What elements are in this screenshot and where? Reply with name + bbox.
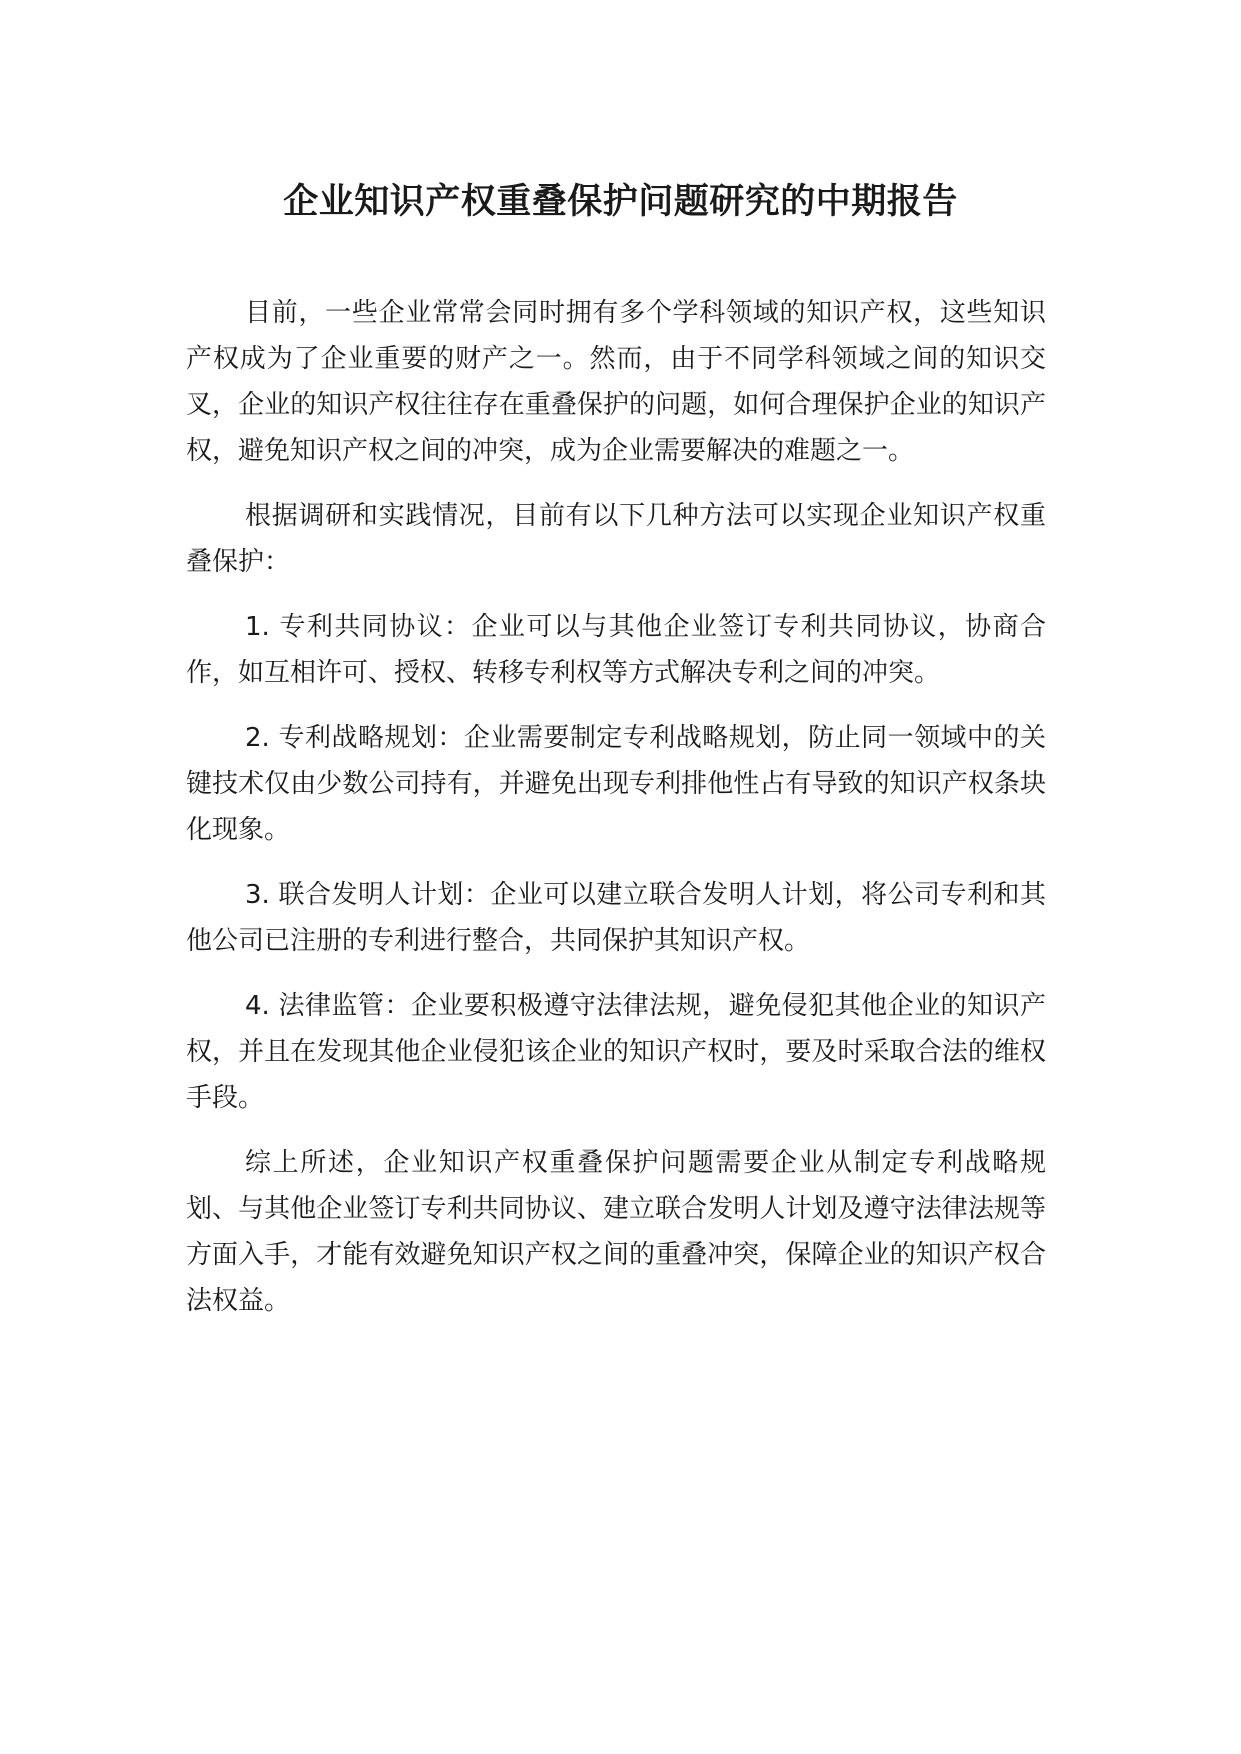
list-item-patent-agreement: 1. 专利共同协议：企业可以与其他企业签订专利共同协议，协商合作，如互相许可、授权、转移专利权等方式解决专利之间的冲突。 [186,612,1046,688]
paragraph-intro: 目前，一些企业常常会同时拥有多个学科领域的知识产权，这些知识产权成为了企业重要的财产之一。然而，由于不同学科领域之间的知识交叉，企业的知识产权往往存在重叠保护的问题，如何合理保护企业的知识产权，避免知识产权之间的冲突，成为企业需要解决的难题之一。 [186,298,1046,466]
paragraph-methods-lead: 根据调研和实践情况，目前有以下几种方法可以实现企业知识产权重叠保护： [186,501,1046,577]
list-item-legal-supervision: 4. 法律监管：企业要积极遵守法律法规，避免侵犯其他企业的知识产权，并且在发现其他企业侵犯该企业的知识产权时，要及时采取合法的维权手段。 [186,991,1046,1113]
list-item-patent-strategy: 2. 专利战略规划：企业需要制定专利战略规划，防止同一领域中的关键技术仅由少数公司持有，并避免出现专利排他性占有导致的知识产权条块化现象。 [186,723,1046,845]
paragraph-conclusion: 综上所述，企业知识产权重叠保护问题需要企业从制定专利战略规划、与其他企业签订专利共同协议、建立联合发明人计划及遵守法律法规等方面入手，才能有效避免知识产权之间的重叠冲突，保障企业的知识产权合法权益。 [186,1148,1046,1316]
document-body [186,290,1046,1343]
list-item-joint-inventor: 3. 联合发明人计划：企业可以建立联合发明人计划，将公司专利和其他公司已注册的专利进行整合，共同保护其知识产权。 [186,880,1046,956]
document-title: 企业知识产权重叠保护问题研究的中期报告 [283,182,958,222]
